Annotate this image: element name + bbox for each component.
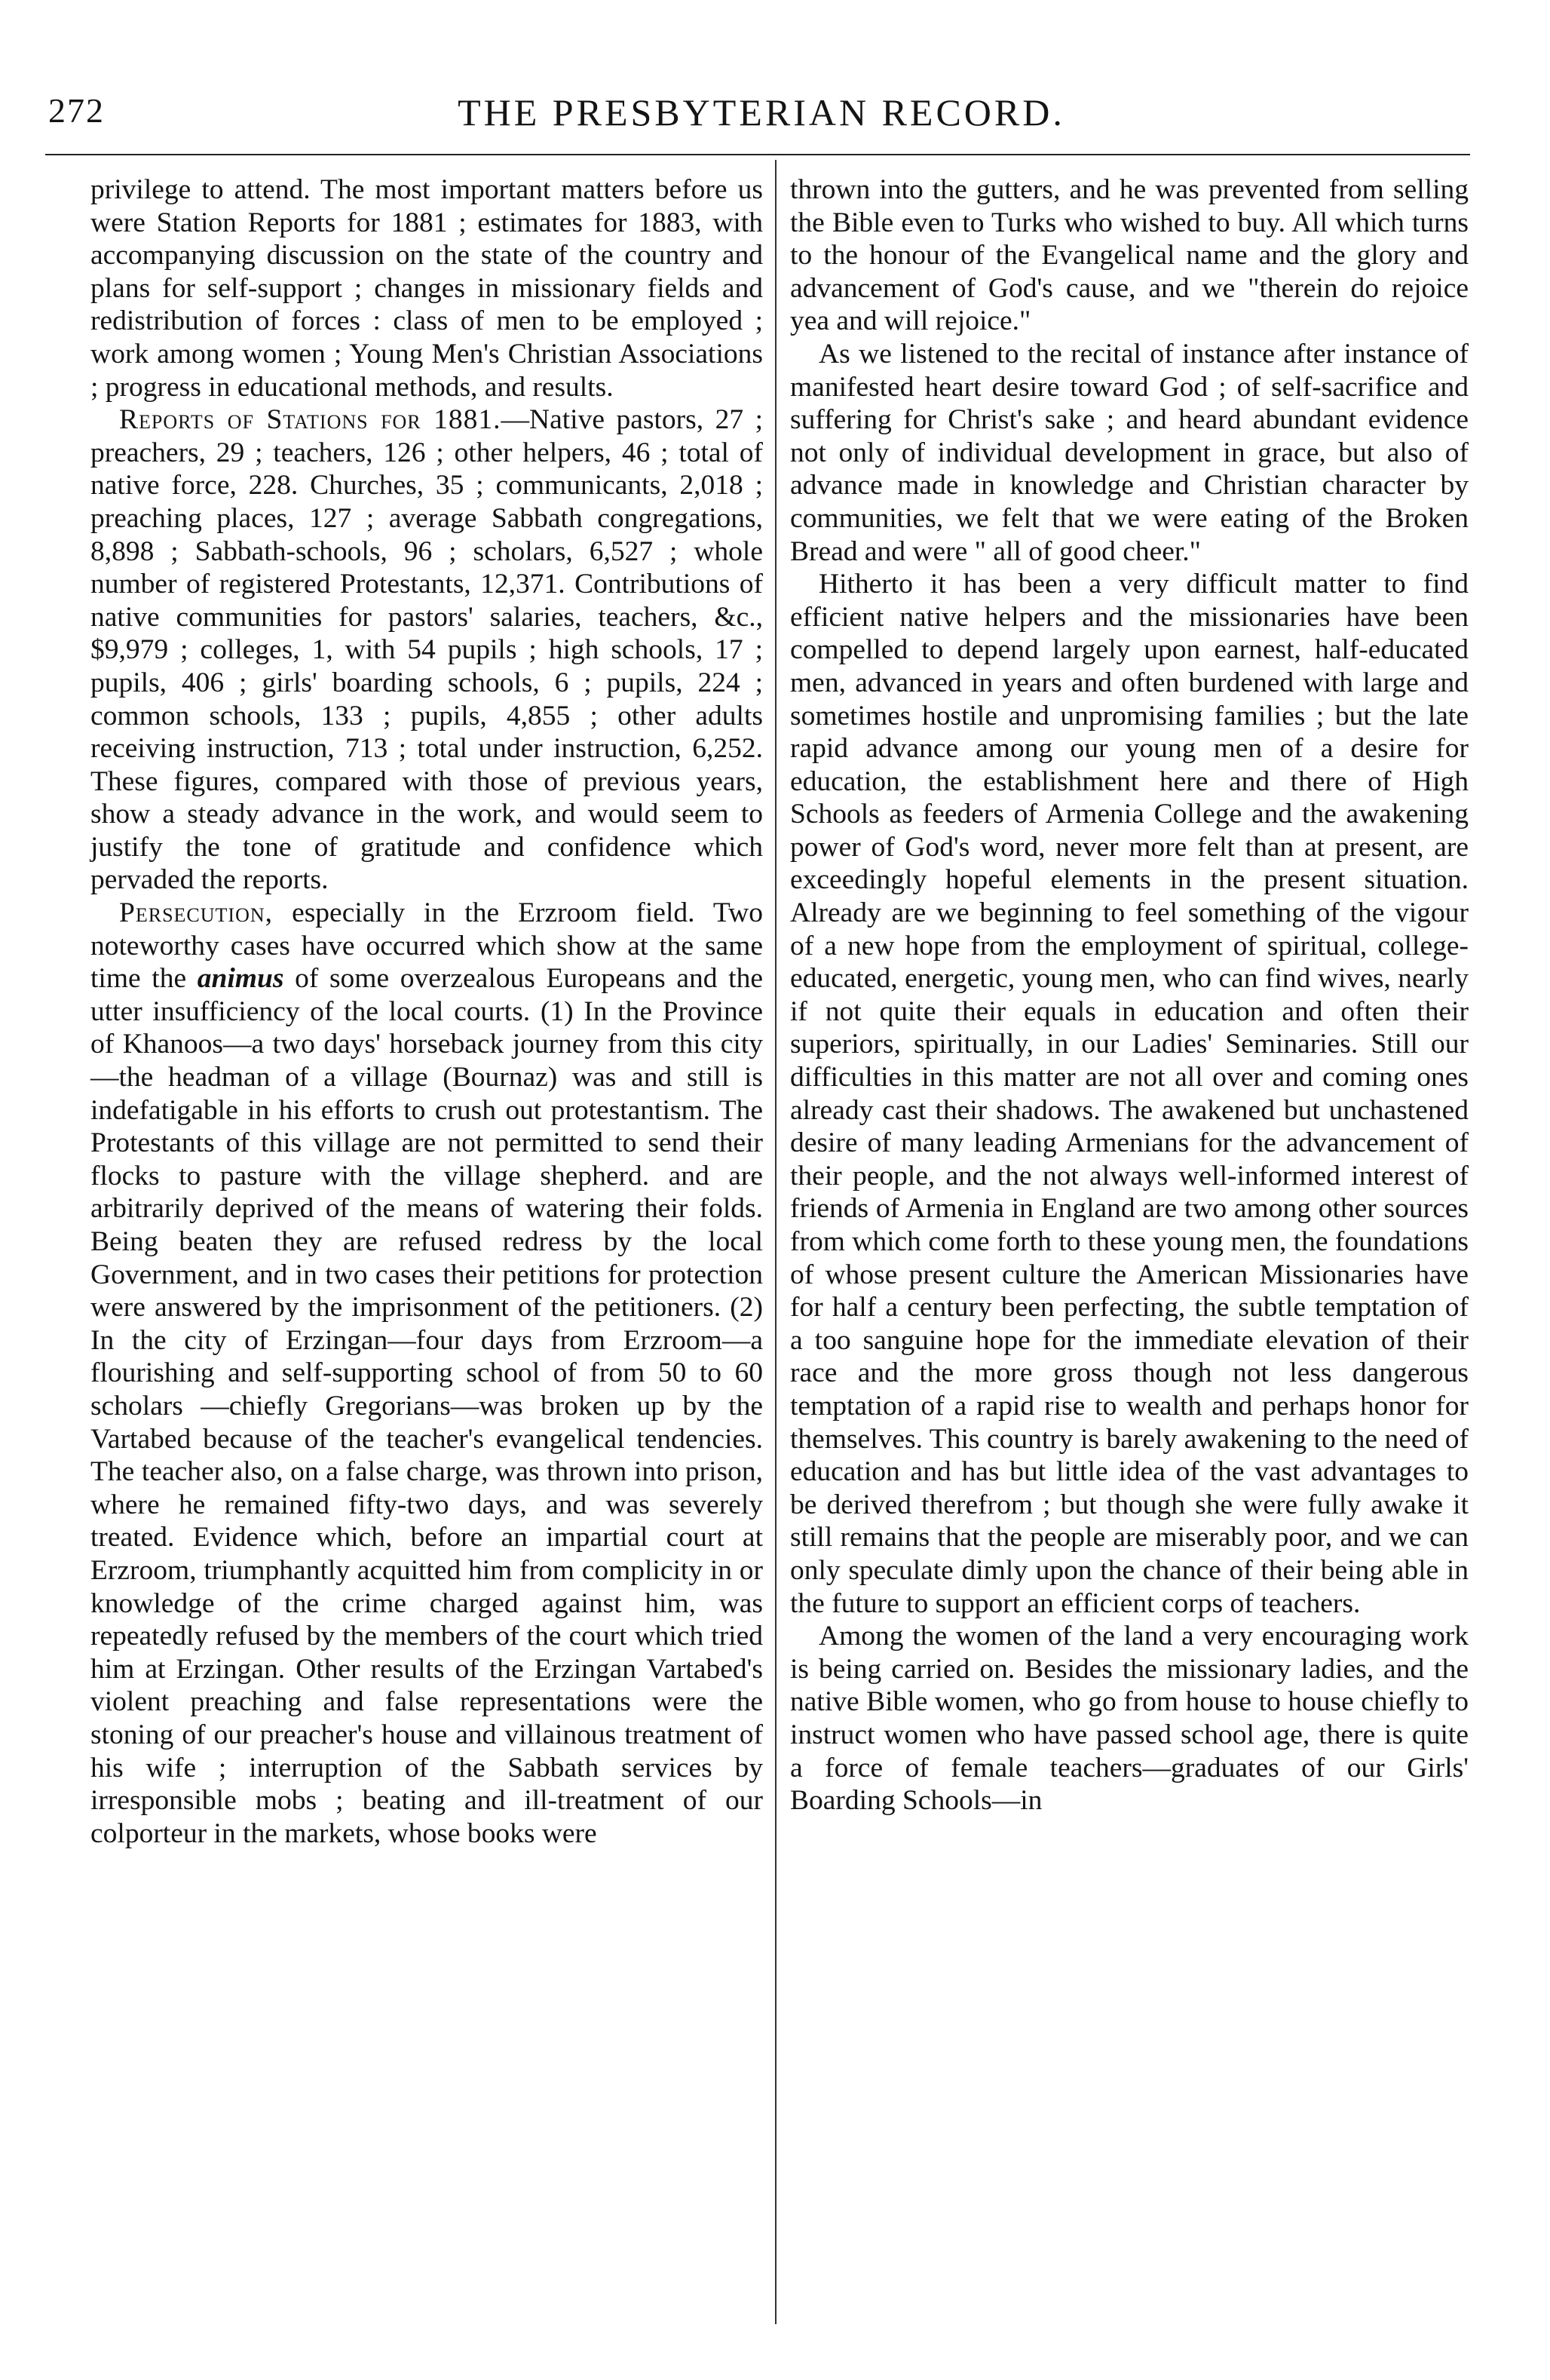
paragraph-native-helpers: Hitherto it has been a very difficult matter to find efficient native helpers and the missionaries have been compelled to depend largely upon earnest, half-educated men, advanced in years and often burdened with large and sometimes hostile and unpromising families ; but the late rapid advance among our young men of a desire for education, the establishment here and there of High Schools as feeders of Armenia College and the awakening power of God's word, never more felt than at present, are exceedingly hopeful elements in the present situation. Already are we beginning to feel something of the vigour of a new hope from the employment of spiritual, college-educated, energetic, young men, who can find wives, nearly if not quite their equals in education and often their superiors, spiritually, in our Ladies' Seminaries. Still our difficulties in this matter are not all over and coming ones already cast their shadows. The awakened but unchastened desire of many leading Armenians for the advancement of their people, and the not always well-informed interest of friends of Armenia in England are two among other sources from which come forth to these young men, the foundations of whose present culture the American Missionaries have for half a century been perfecting, the subtle temptation of a too sanguine hope for the immediate elevation of their race and the more gross though not less dangerous temptation of a rapid rise to wealth and perhaps honor for themselves. This country is barely awakening to the need of education and has but little idea of the vast advantages to be derived therefrom ; but though she were fully awake it still remains that the people are miserably poor, and we can only speculate dimly upon the chance of their being able in the future to support an efficient corps of teachers. xyxy=(790,569,1469,1619)
page-number: 272 xyxy=(48,91,105,130)
running-title: THE PRESBYTERIAN RECORD. xyxy=(458,91,1065,133)
paragraph-women: Among the women of the land a very encouraging work is being carried on. Besides the missionary ladies, and the native Bible women, who go from house to house chiefly to instruct women who have passed school age, there is quite a force of female teachers—graduates of our Girls' Boarding Schools—in xyxy=(790,1621,1469,1817)
station-reports-heading: Reports of Stations for 1881. xyxy=(119,404,501,436)
station-reports-text: —Native pastors, 27 ; preachers, 29 ; teachers, 126 ; other helpers, 46 ; total of native force, 228. Churches, 35 ; communicants, 2,018 ; preaching places, 127 ; average Sabbath congregations, 8,898 ; Sabbath-schools, 96 ; scholars, 6,527 ; whole number of registered Protestants, 12,371. Contributions of native communities for pastors' salaries, teachers, &c., $9,979 ; colleges, 1, with 54 pupils ; high schools, 17 ; pupils, 406 ; girls' boarding schools, 6 ; pupils, 224 ; common schools, 133 ; pupils, 4,855 ; other adults receiving instruction, 713 ; total under instruction, 6,252. These figures, compared with those of previous years, show a steady advance in the work, and would seem to justify the tone of gratitude and confidence which pervaded the reports. xyxy=(90,404,763,896)
paragraph-gutters: thrown into the gutters, and he was prevented from selling the Bible even to Turks who wished to buy. All which turns to the honour of the Evangelical name and the glory and advancement of God's cause, and we "therein do rejoice yea and will rejoice." xyxy=(790,174,1469,337)
right-column xyxy=(790,173,1469,1817)
column-divider xyxy=(775,160,777,2324)
animus-word: animus xyxy=(197,963,284,995)
paragraph-persecution xyxy=(90,897,763,1850)
left-column xyxy=(90,173,763,1850)
paragraph-privilege: privilege to attend. The most important matters before us were Station Reports for 1881 ; estimates for 1883, with accompanying discussion on the state of the country and plans for self-support ; changes in missionary fields and redistribution of forces : class of men to be employed ; work among women ; Young Men's Christian Associations ; progress in educational methods, and results. xyxy=(90,174,763,403)
persecution-text-b: of some overzealous Europeans and the utter insufficiency of the local courts. (1) In the Province of Khanoos—a two days' horseback journey from this city—the headman of a village (Bournaz) was and still is indefatigable in his efforts to crush out protestantism. The Protestants of this village are not permitted to send their flocks to pasture with the village shepherd. and are arbitrarily deprived of the means of watering their folds. Being beaten they are refused redress by the local Government, and in two cases their petitions for protection were answered by the imprisonment of the petitioners. (2) In the city of Erzingan—four days from Erzroom—a flourishing and self-supporting school of from 50 to 60 scholars —chiefly Gregorians—was broken up by the Vartabed because of the teacher's evangelical tendencies. The teacher also, on a false charge, was thrown into prison, where he remained fifty-two days, and was severely treated. Evidence which, before an impartial court at Erzroom, triumphantly acquitted him from complicity in or knowledge of the crime charged against him, was repeatedly refused by the members of the court which tried him at Erzingan. Other results of the Erzingan Vartabed's violent preaching and false representations were the stoning of our preacher's house and villainous treatment of his wife ; interruption of the Sabbath services by irresponsible mobs ; beating and ill-treatment of our colporteur in the markets, whose books were xyxy=(90,963,763,1849)
page-header xyxy=(45,90,1478,143)
persecution-heading: Persecution, xyxy=(119,897,274,929)
paragraph-station-reports xyxy=(90,403,763,897)
persecution-text-a: especially in the Erzroom field. Two noteworthy cases have occurred which show at the same time the xyxy=(90,897,763,995)
header-rule xyxy=(45,154,1470,155)
paragraph-recital: As we listened to the recital of instance after instance of manifested heart desire toward God ; of self-sacrifice and suffering for Christ's sake ; and heard abundant evidence not only of individual development in grace, but also of advance made in knowledge and Christian character by communities, we felt that we were eating of the Broken Bread and were " all of good cheer." xyxy=(790,338,1469,567)
